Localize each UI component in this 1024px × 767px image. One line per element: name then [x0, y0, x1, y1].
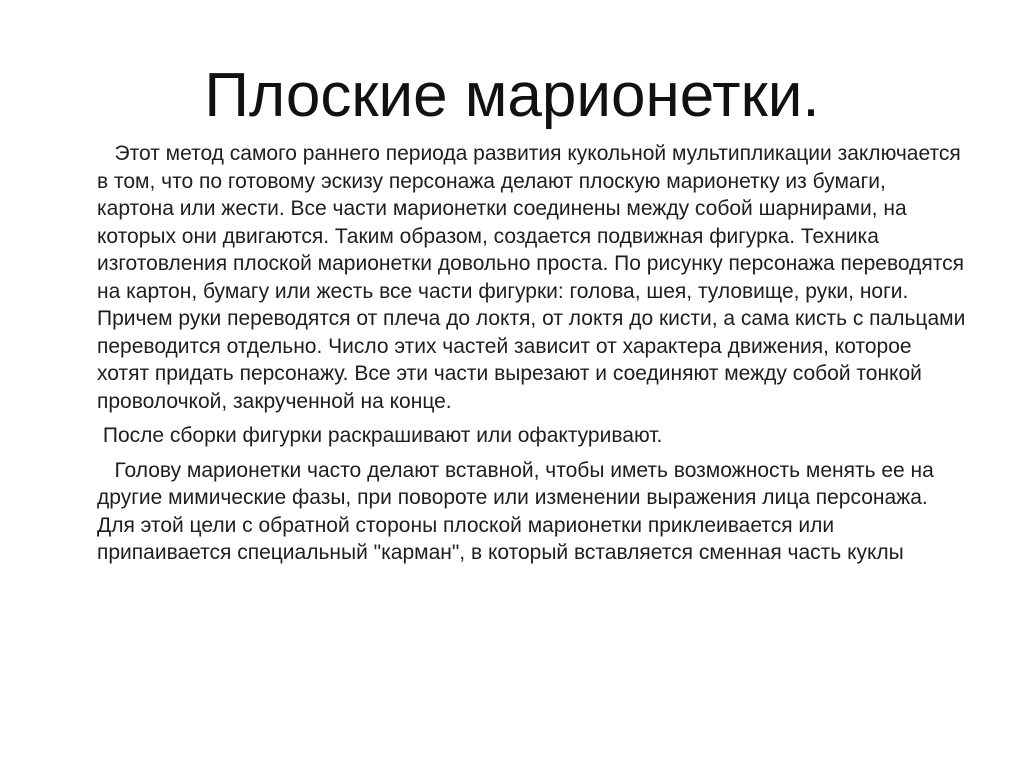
paragraph-3: Голову марионетки часто делают вставной, чтобы иметь возможность менять ее на другие мимические фазы, при повороте или изменении выражения лица персонажа. Для этой цели с обратной стороны плоской марионетки приклеивается или припаивается специальный "карман", в который вставляется сменная часть куклы — [97, 458, 940, 564]
slide-body — [97, 140, 972, 567]
slide-title: Плоские марионетки. — [204, 61, 820, 130]
paragraph-2: После сборки фигурки раскрашивают или офактуривают. — [97, 424, 663, 447]
paragraph-1: Этот метод самого раннего периода развития кукольной мультипликации заключается в том, что по готовому эскизу персонажа делают плоскую марионетку из бумаги, картона или жести. Все части марионетки соединены между собой шарнирами, на которых они двигаются. Таким образом, создается подвижная фигурка. Техника изготовления плоской марионетки довольно проста. По рисунку персонажа переводятся на картон, бумагу или жесть все части фигурки: голова, шея, туловище, руки, ноги. Причем руки переводятся от плеча до локтя, от локтя до кисти, а сама кисть с пальцами переводится отдельно. Число этих частей зависит от характера движения, которое хотят придать персонажу. Все эти части вырезают и соединяют между собой тонкой проволочкой, закрученной на конце. — [97, 142, 972, 413]
